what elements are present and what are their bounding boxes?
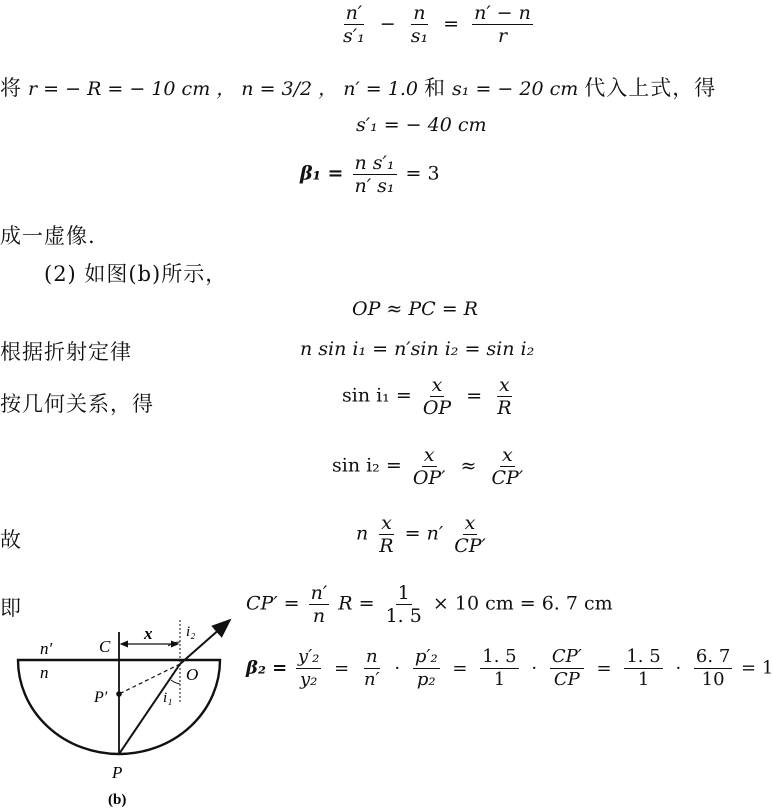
frac-num: n′ — [345, 2, 363, 24]
frac-num: x — [381, 512, 392, 534]
sin-i1-lhs: sin i₁ = — [342, 384, 412, 407]
frac-den: CP′ — [454, 535, 486, 557]
cp-prime-result: × 10 cm = 6. 7 cm — [432, 592, 613, 615]
frac-den: n′ s₁ — [354, 175, 395, 197]
label-n: n — [40, 663, 49, 682]
equals-sign: = — [443, 12, 460, 35]
label-n-prime: n′ — [40, 639, 53, 658]
frac-num: p′₂ — [414, 646, 438, 667]
frac-num: n — [366, 646, 378, 667]
substitution-line — [0, 72, 716, 102]
frac-den: n′ — [363, 669, 380, 690]
point-p-prime — [116, 691, 122, 697]
frac-num: x — [464, 512, 476, 534]
frac-num: 1. 5 — [482, 646, 517, 667]
figure-hemisphere — [10, 612, 250, 810]
sin-i2-lhs: sin i₂ = — [332, 454, 402, 477]
frac-den: n — [312, 605, 326, 627]
equation-beta2 — [246, 646, 773, 691]
equation-refraction — [338, 2, 536, 47]
equals-sign: = — [452, 657, 468, 679]
label-o: O — [186, 665, 199, 684]
values-text: r = − R = − 10 cm ， n = 3/2 ， n′ = 1.0 — [22, 78, 424, 100]
text-part2: (2) 如图(b)所示， — [44, 262, 228, 286]
frac-den: r — [497, 25, 508, 47]
label-geometry: 按几何关系，得 — [0, 392, 154, 416]
frac-den: 1 — [493, 669, 506, 690]
frac-num: x — [499, 374, 510, 396]
label-ie: 即 — [0, 596, 22, 620]
frac-den: R — [379, 535, 394, 557]
frac-den: 10 — [701, 669, 725, 690]
frac-num: x — [423, 444, 435, 466]
beta2-lhs: β₂ = — [246, 657, 288, 679]
frac-den: s′₁ — [343, 25, 365, 47]
frac-num: 1 — [397, 582, 410, 604]
text-cn: 代入上式，得 — [584, 76, 717, 100]
equals-sign: = — [596, 657, 612, 679]
equation-sin-i1 — [342, 374, 517, 419]
equation-cp-prime — [246, 582, 613, 627]
angle-arc-i1 — [171, 680, 180, 684]
frac-den: 1. 5 — [385, 605, 422, 627]
frac-num: x — [501, 444, 513, 466]
frac-den: y₂ — [299, 669, 318, 690]
values-text: s₁ = − 20 cm — [446, 78, 585, 100]
dot-sign: · — [394, 657, 401, 679]
equation-op-pc: OP ≈ PC = R — [352, 298, 478, 320]
frac-num: y′₂ — [297, 646, 320, 667]
beta2-result: = 1 — [741, 657, 773, 679]
equals-sign: = — [334, 657, 350, 679]
equation-sin-i2 — [332, 444, 528, 489]
equals-sign: = — [466, 384, 483, 407]
label-c: C — [99, 637, 111, 656]
frac-num: n′ — [310, 582, 328, 604]
label-p-prime: P′ — [94, 689, 108, 706]
beta1-rhs: = 3 — [405, 162, 440, 185]
frac-den: p₂ — [416, 669, 436, 690]
n-symbol: n — [356, 522, 369, 545]
frac-den: CP — [553, 669, 580, 690]
label-refraction-law: 根据折射定律 — [0, 340, 132, 364]
frac-num: x — [431, 374, 443, 396]
frac-num: n s′₁ — [354, 152, 395, 174]
dot-sign: · — [675, 657, 682, 679]
text-virtual-image: 成一虚像. — [0, 224, 96, 248]
dot-sign: · — [531, 657, 538, 679]
frac-num: CP′ — [551, 646, 582, 667]
equation-n-x-over-r — [356, 512, 491, 557]
frac-den: CP′ — [491, 467, 524, 489]
frac-num: n′ − n — [474, 2, 531, 24]
label-p: P — [112, 763, 123, 782]
frac-den: OP — [422, 397, 452, 419]
minus-sign: − — [379, 12, 396, 35]
frac-den: OP′ — [412, 467, 446, 489]
equals-n-prime: = n′ — [404, 522, 444, 545]
beta1-lhs: β₁ = — [300, 162, 344, 185]
frac-num: 1. 5 — [626, 646, 661, 667]
label-so: 故 — [0, 528, 22, 552]
frac-den: s₁ — [410, 25, 429, 47]
label-i2: i₂ — [186, 624, 196, 640]
text-cn: 将 — [0, 76, 22, 100]
frac-num: 6. 7 — [695, 646, 731, 667]
label-x: x — [144, 624, 153, 643]
text-cn: 和 — [424, 76, 446, 100]
frac-den: R — [497, 397, 512, 419]
equation-snell: n sin i₁ = n′sin i₂ = sin i₂ — [300, 338, 535, 360]
frac-den: 1 — [637, 669, 650, 690]
cp-prime-lhs: CP′ = — [246, 592, 300, 615]
r-equals: R = — [338, 592, 375, 615]
equation-s1-prime: s′₁ = − 40 cm — [356, 114, 487, 136]
frac-num: n — [413, 2, 426, 24]
approx-sign: ≈ — [460, 454, 477, 477]
label-i1: i₁ — [163, 690, 173, 706]
figure-caption: (b) — [108, 792, 127, 808]
equation-beta1 — [300, 152, 440, 197]
